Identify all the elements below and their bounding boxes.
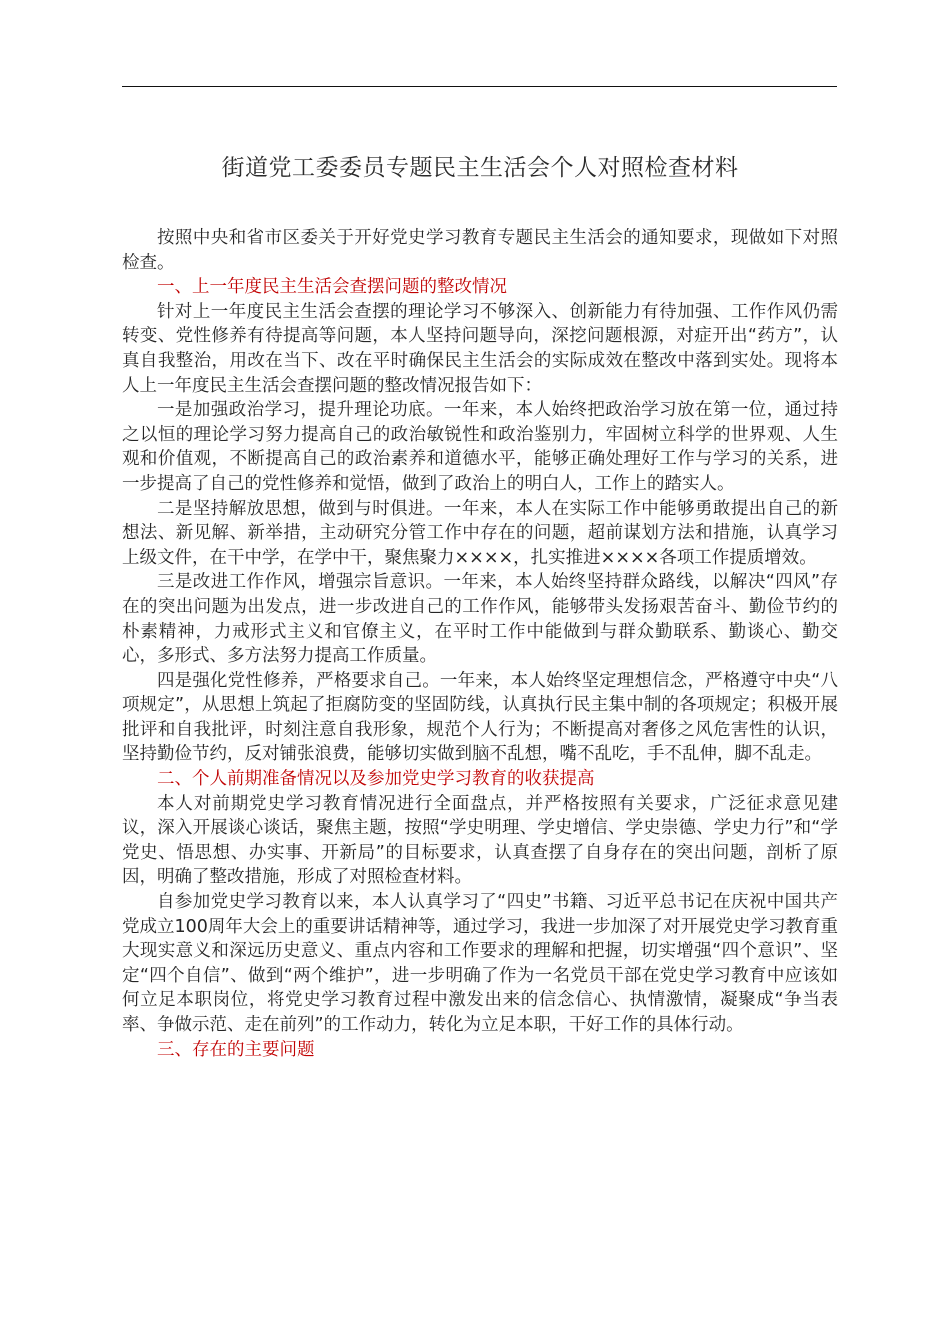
- paragraph: 一是加强政治学习，提升理论功底。一年来，本人始终把政治学习放在第一位，通过持之以恒的理论学习努力提高自己的政治敏锐性和政治鉴别力，牢固树立科学的世界观、人生观和价值观，不断提高自己的政治素养和道德水平，能够正确处理好工作与学习的关系，进一步提高了自己的党性修养和觉悟，做到了政治上的明白人，工作上的踏实人。: [122, 400, 838, 494]
- paragraph: 二是坚持解放思想，做到与时俱进。一年来，本人在实际工作中能够勇敢提出自己的新想法、新见解、新举措，主动研究分管工作中存在的问题，超前谋划方法和措施，认真学习上级文件，在干中学，在学中干，聚焦聚力××××，扎实推进××××各项工作提质增效。: [122, 498, 838, 568]
- paragraph: 四是强化党性修养，严格要求自己。一年来，本人始终坚定理想信念，严格遵守中央“八项规定”，从思想上筑起了拒腐防变的坚固防线，认真执行民主集中制的各项规定；积极开展批评和自我批评，时刻注意自我形象，规范个人行为；不断提高对奢侈之风危害性的认识，坚持勤俭节约，反对铺张浪费，能够切实做到脑不乱想，嘴不乱吃，手不乱伸，脚不乱走。: [122, 670, 838, 765]
- paragraph: 本人对前期党史学习教育情况进行全面盘点，并严格按照有关要求，广泛征求意见建议，深入开展谈心谈话，聚焦主题，按照“学史明理、学史增信、学史崇德、学史力行”和“学党史、悟思想、办实事、开新局”的目标要求，认真查摆了自身存在的突出问题，剖析了原因，明确了整改措施，形成了对照检查材料。: [122, 793, 838, 888]
- section-heading-2: 二、个人前期准备情况以及参加党史学习教育的收获提高: [157, 769, 595, 790]
- header-rule: [122, 86, 837, 87]
- paragraph: 针对上一年度民主生活会查摆的理论学习不够深入、创新能力有待加强、工作作风仍需转变、党性修养有待提高等问题，本人坚持问题导向，深挖问题根源，对症开出“药方”，认真自我整治，用改在当下、改在平时确保民主生活会的实际成效在整改中落到实处。现将本人上一年度民主生活会查摆问题的整改情况报告如下：: [122, 301, 838, 396]
- paragraph: 三是改进工作作风，增强宗旨意识。一年来，本人始终坚持群众路线，以解决“四风”存在的突出问题为出发点，进一步改进自己的工作作风，能够带头发扬艰苦奋斗、勤俭节约的朴素精神，力戒形式主义和官僚主义，在平时工作中能做到与群众勤联系、勤谈心、勤交心，多形式、多方法努力提高工作质量。: [122, 572, 838, 667]
- intro-paragraph: 按照中央和省市区委关于开好党史学习教育专题民主生活会的通知要求，现做如下对照检查。: [122, 228, 838, 273]
- section-heading-1: 一、上一年度民主生活会查摆问题的整改情况: [157, 277, 507, 298]
- section-heading-3: 三、存在的主要问题: [157, 1039, 315, 1060]
- document-title: 街道党工委委员专题民主生活会个人对照检查材料: [221, 155, 739, 181]
- paragraph: 自参加党史学习教育以来，本人认真学习了“四史”书籍、习近平总书记在庆祝中国共产党成立100周年大会上的重要讲话精神等，通过学习，我进一步加深了对开展党史学习教育重大现实意义和深远历史意义、重点内容和工作要求的理解和把握，切实增强“四个意识”、坚定“四个自信”、做到“两个维护”，进一步明确了作为一名党员干部在党史学习教育中应该如何立足本职岗位，将党史学习教育过程中激发出来的信念信心、执情激情，凝聚成“争当表率、争做示范、走在前列”的工作动力，转化为立足本职，干好工作的具体行动。: [122, 892, 838, 1035]
- document-page: [122, 150, 838, 1062]
